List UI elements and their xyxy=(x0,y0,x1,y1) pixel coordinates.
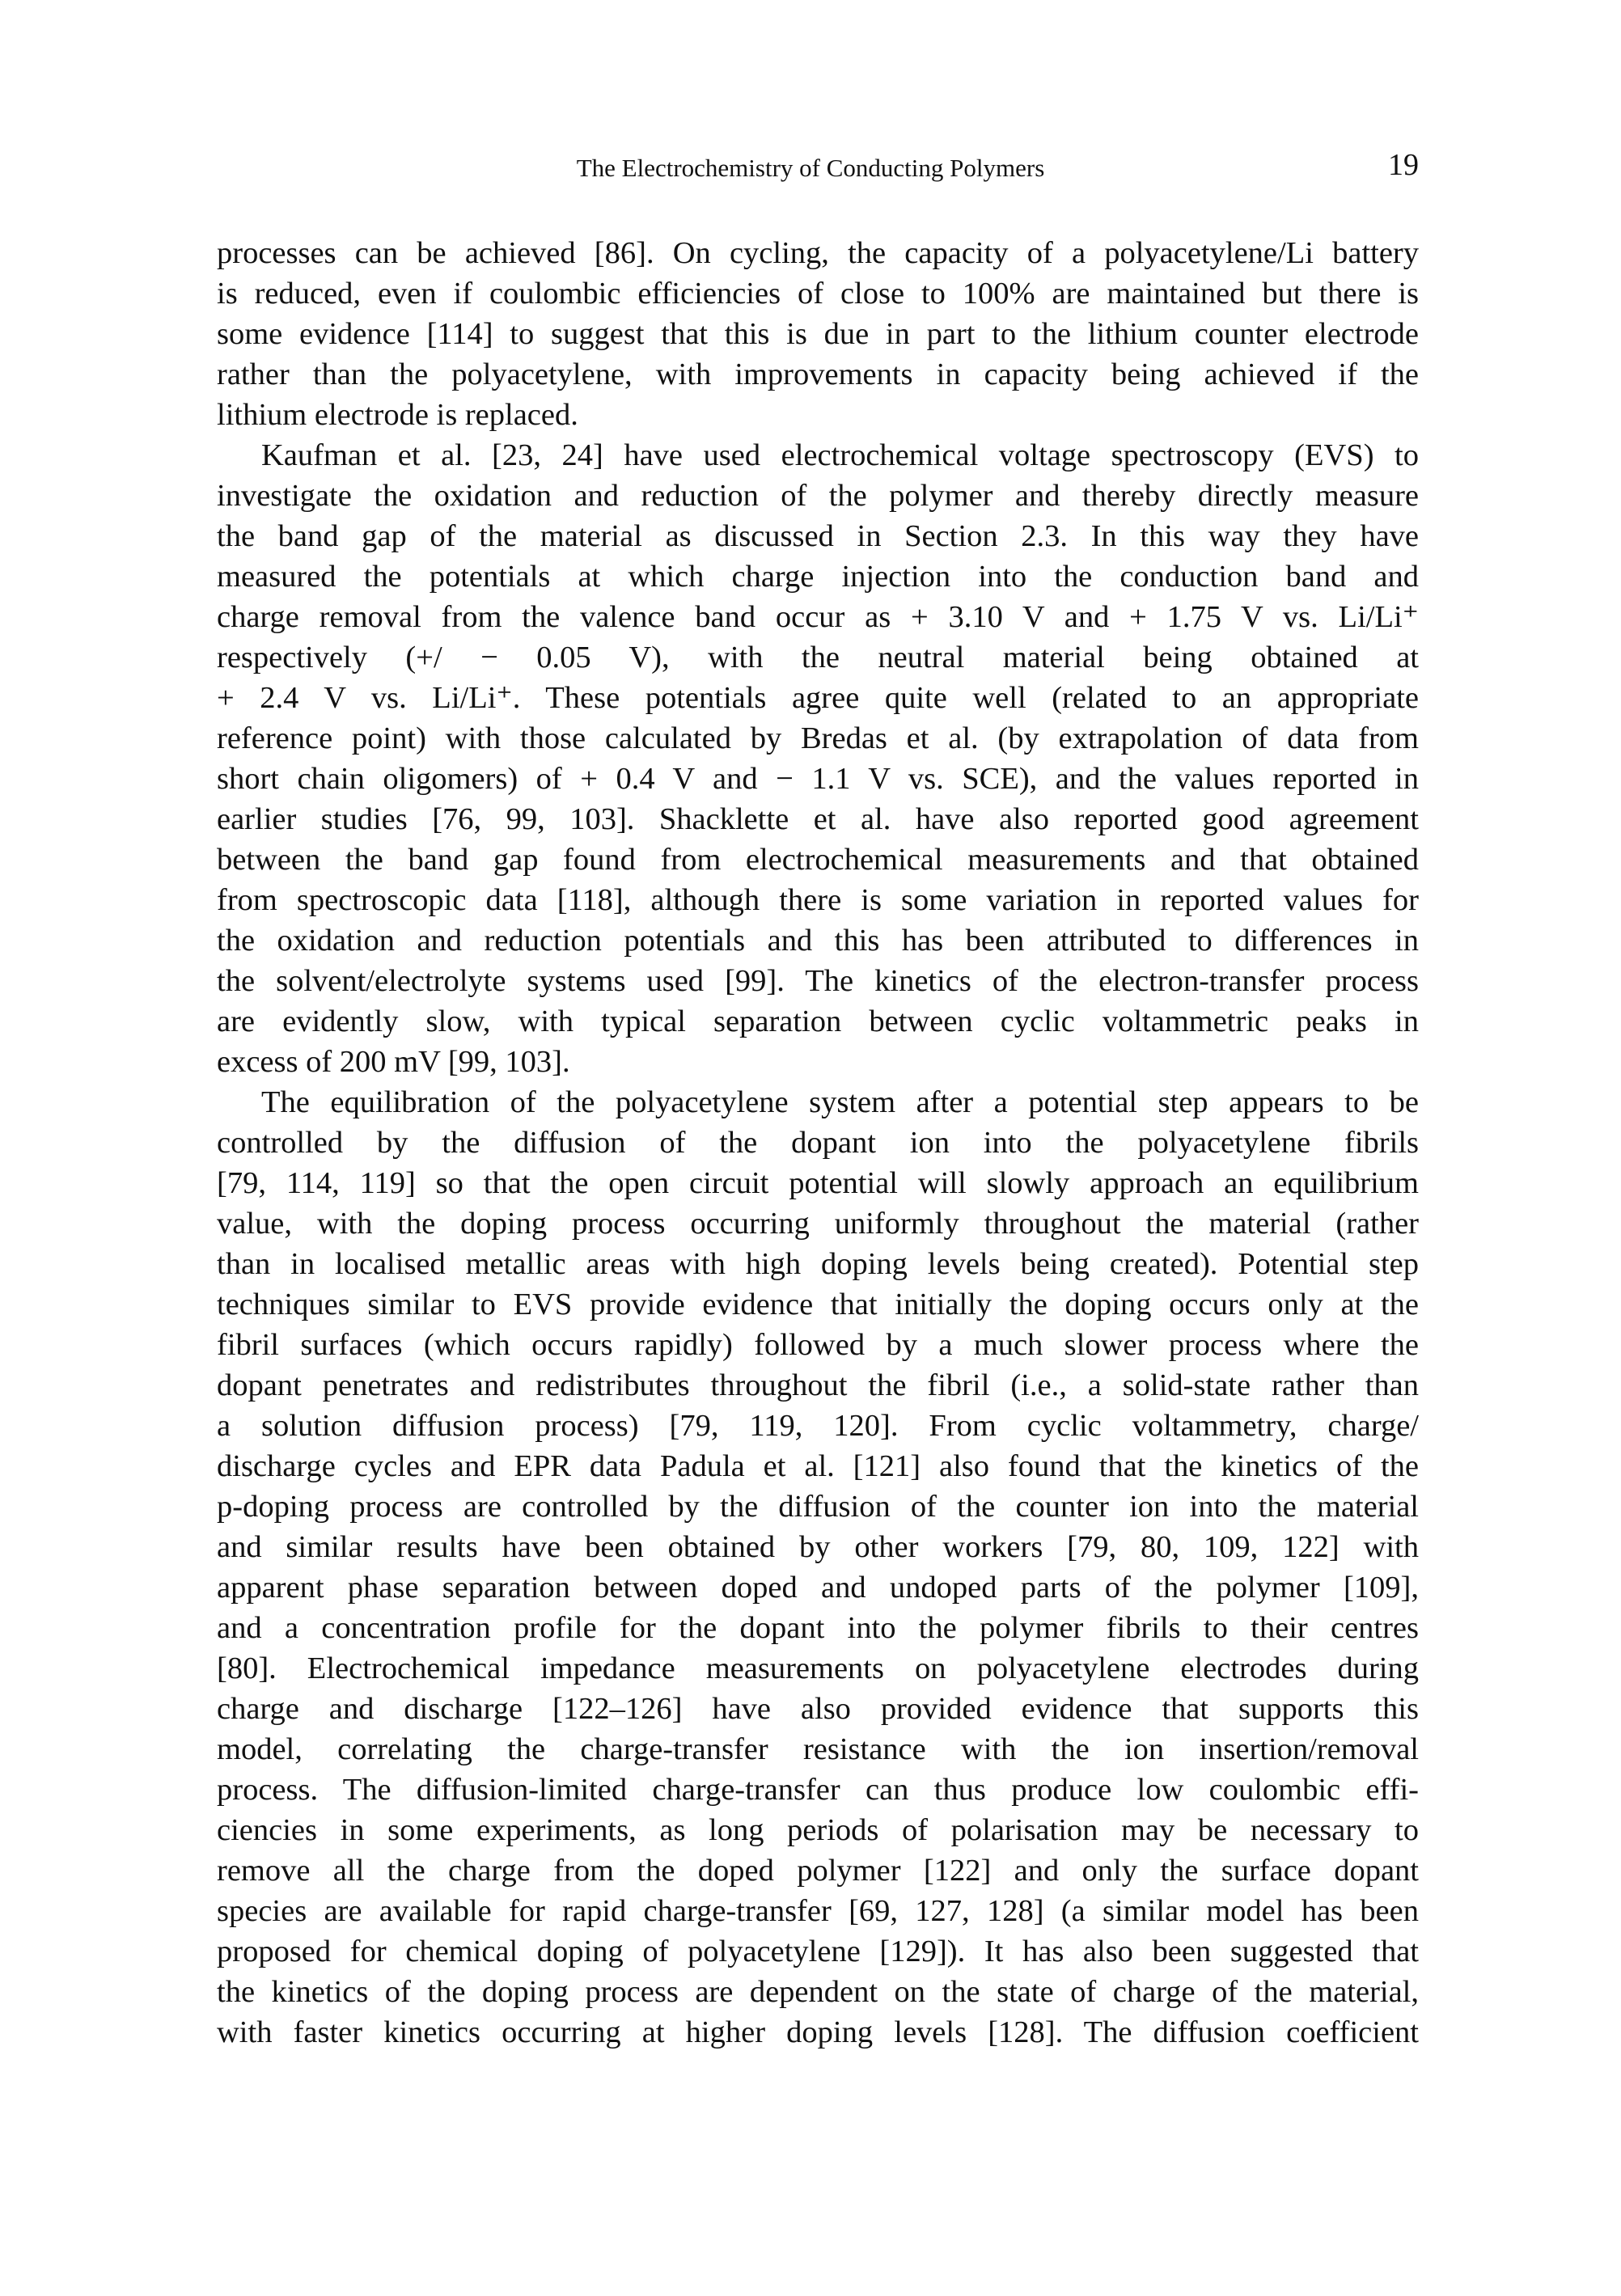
paragraph xyxy=(217,233,1419,435)
text-line: [80]. Electrochemical impedance measurements on polyacetylene electrodes during xyxy=(217,1651,1419,1685)
text-line: reference point) with those calculated by Bredas et al. (by extrapolation of data from xyxy=(217,721,1419,755)
text-line: charge and discharge [122–126] have also provided evidence that supports this xyxy=(217,1692,1419,1726)
text-line: the solvent/electrolyte systems used [99]. The kinetics of the electron-transfer process xyxy=(217,964,1419,998)
text-line: process. The diffusion-limited charge-transfer can thus produce low coulombic effi- xyxy=(217,1773,1419,1807)
text-line: investigate the oxidation and reduction of the polymer and thereby directly measure xyxy=(217,479,1419,513)
text-line: excess of 200 mV [99, 103]. xyxy=(217,1045,570,1079)
paragraph xyxy=(217,435,1419,1082)
text-line: dopant penetrates and redistributes throughout the fibril (i.e., a solid-state rather than xyxy=(217,1368,1419,1402)
text-line: p-doping process are controlled by the diffusion of the counter ion into the material xyxy=(217,1490,1419,1524)
text-line: earlier studies [76, 99, 103]. Shacklette et al. have also reported good agreement xyxy=(217,802,1419,836)
text-line: and a concentration profile for the dopant into the polymer fibrils to their centres xyxy=(217,1611,1419,1645)
text-line: from spectroscopic data [118], although there is some variation in reported values for xyxy=(217,883,1419,917)
text-line: species are available for rapid charge-transfer [69, 127, 128] (a similar model has been xyxy=(217,1894,1419,1928)
text-line: + 2.4 V vs. Li/Li⁺. These potentials agree quite well (related to an appropriate xyxy=(217,681,1419,715)
text-line: ciencies in some experiments, as long periods of polarisation may be necessary to xyxy=(217,1813,1419,1847)
text-line: is reduced, even if coulombic efficiencies of close to 100% are maintained but there is xyxy=(217,277,1419,311)
text-line: the oxidation and reduction potentials and this has been attributed to differences in xyxy=(217,924,1419,958)
text-line: rather than the polyacetylene, with improvements in capacity being achieved if the xyxy=(217,357,1419,391)
text-line: some evidence [114] to suggest that this is due in part to the lithium counter electrode xyxy=(217,317,1419,351)
running-header-title: The Electrochemistry of Conducting Polymers xyxy=(576,154,1045,182)
text-line: and similar results have been obtained by other workers [79, 80, 109, 122] with xyxy=(217,1530,1419,1564)
text-line: the band gap of the material as discussed in Section 2.3. In this way they have xyxy=(217,519,1419,553)
text-line: are evidently slow, with typical separation between cyclic voltammetric peaks in xyxy=(217,1004,1419,1038)
text-line: techniques similar to EVS provide evidence that initially the doping occurs only at the xyxy=(217,1288,1419,1321)
text-line: Kaufman et al. [23, 24] have used electrochemical voltage spectroscopy (EVS) to xyxy=(261,438,1419,472)
text-line: between the band gap found from electrochemical measurements and that obtained xyxy=(217,843,1419,877)
page-number: 19 xyxy=(1388,148,1419,182)
text-line: [79, 114, 119] so that the open circuit potential will slowly approach an equilibrium xyxy=(217,1166,1419,1200)
text-line: respectively (+/ − 0.05 V), with the neutral material being obtained at xyxy=(217,641,1419,674)
text-line: remove all the charge from the doped polymer [122] and only the surface dopant xyxy=(217,1854,1419,1888)
text-line: measured the potentials at which charge injection into the conduction band and xyxy=(217,560,1419,594)
text-line: lithium electrode is replaced. xyxy=(217,398,578,432)
text-line: proposed for chemical doping of polyacetylene [129]). It has also been suggested that xyxy=(217,1934,1419,1968)
text-line: controlled by the diffusion of the dopant ion into the polyacetylene fibrils xyxy=(217,1126,1419,1160)
text-line: fibril surfaces (which occurs rapidly) followed by a much slower process where the xyxy=(217,1328,1419,1362)
text-line: value, with the doping process occurring uniformly throughout the material (rather xyxy=(217,1207,1419,1241)
text-line: short chain oligomers) of + 0.4 V and − 1.1 V vs. SCE), and the values reported in xyxy=(217,762,1419,796)
text-line: the kinetics of the doping process are dependent on the state of charge of the material, xyxy=(217,1975,1419,2009)
text-line: model, correlating the charge-transfer resistance with the ion insertion/removal xyxy=(217,1732,1419,1766)
text-line: apparent phase separation between doped and undoped parts of the polymer [109], xyxy=(217,1571,1419,1605)
text-line: a solution diffusion process) [79, 119, 120]. From cyclic voltammetry, charge/ xyxy=(217,1409,1419,1443)
text-line: processes can be achieved [86]. On cycling, the capacity of a polyacetylene/Li battery xyxy=(217,236,1419,270)
text-line: The equilibration of the polyacetylene system after a potential step appears to be xyxy=(261,1085,1419,1119)
text-line: with faster kinetics occurring at higher doping levels [128]. The diffusion coefficient xyxy=(217,2015,1419,2049)
text-line: than in localised metallic areas with high doping levels being created). Potential step xyxy=(217,1247,1419,1281)
paragraph xyxy=(217,1082,1419,2053)
text-line: charge removal from the valence band occur as + 3.10 V and + 1.75 V vs. Li/Li⁺ xyxy=(217,600,1419,634)
body-text xyxy=(217,233,1419,2053)
text-line: discharge cycles and EPR data Padula et al. [121] also found that the kinetics of the xyxy=(217,1449,1419,1483)
